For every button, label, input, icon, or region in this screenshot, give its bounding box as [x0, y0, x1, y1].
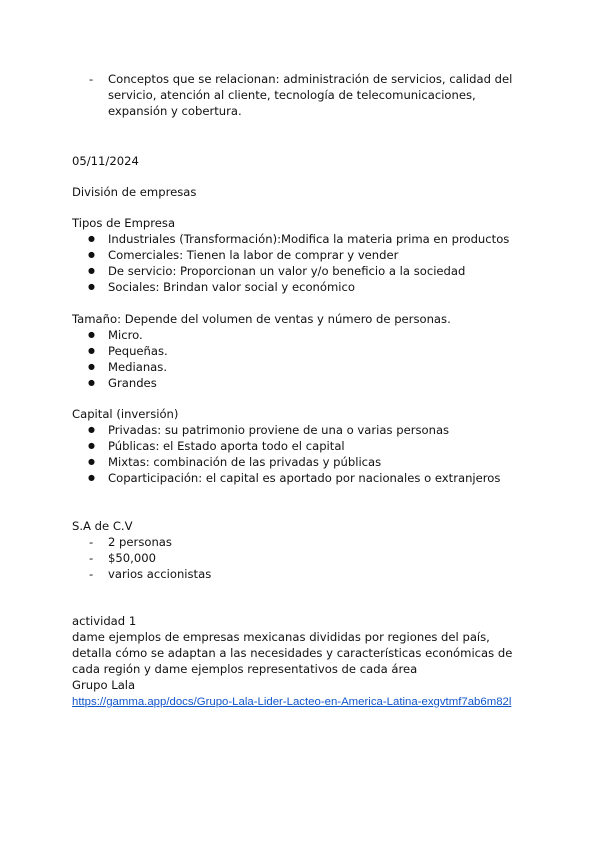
list-item: ● Pequeñas.	[72, 343, 532, 359]
list-item: - 2 personas	[72, 534, 532, 550]
tipos-heading: Tipos de Empresa	[72, 216, 176, 230]
list-item: ● Grandes	[72, 375, 532, 391]
company-name: Grupo Lala	[72, 678, 136, 692]
sa-list	[72, 534, 532, 582]
intro-list-item: - Conceptos que se relacionan: administración de servicios, calidad del servicio, atención al cliente, tecnología de telecomunicaciones, expansión y cobertura.	[72, 71, 532, 119]
list-item: - varios accionistas	[72, 566, 532, 582]
gamma-link[interactable]: https://gamma.app/docs/Grupo-Lala-Lider-Lacteo-en-America-Latina-exgvtmf7ab6m82l	[72, 696, 512, 708]
sa-heading: S.A de C.V	[72, 519, 133, 533]
list-item: ● Privadas: su patrimonio proviene de una o varias personas	[72, 422, 532, 438]
list-item: - $50,000	[72, 550, 532, 566]
tipos-list	[72, 231, 532, 295]
list-item: ● Industriales (Transformación):Modifica la materia prima en productos	[72, 231, 532, 247]
actividad-body: dame ejemplos de empresas mexicanas divididas por regiones del país, detalla cómo se adaptan a las necesidades y características económicas de cada región y dame ejemplos representativos de cada área	[72, 630, 513, 676]
date: 05/11/2024	[72, 154, 139, 168]
list-item: ● Públicas: el Estado aporta todo el capital	[72, 438, 532, 454]
intro-list	[72, 71, 532, 119]
actividad-title: actividad 1	[72, 614, 137, 628]
list-item: ● Micro.	[72, 327, 532, 343]
list-item: ● Sociales: Brindan valor social y económico	[72, 279, 532, 295]
capital-list	[72, 422, 532, 486]
list-item: ● Comerciales: Tienen la labor de comprar y vender	[72, 247, 532, 263]
tamano-heading: Tamaño: Depende del volumen de ventas y número de personas.	[72, 312, 451, 326]
division-title: División de empresas	[72, 185, 197, 199]
list-item: ● Mixtas: combinación de las privadas y públicas	[72, 454, 532, 470]
list-item: ● De servicio: Proporcionan un valor y/o beneficio a la sociedad	[72, 263, 532, 279]
capital-heading: Capital (inversión)	[72, 407, 179, 421]
list-item: ● Medianas.	[72, 359, 532, 375]
list-item: ● Coparticipación: el capital es aportado por nacionales o extranjeros	[72, 470, 532, 486]
tamano-list	[72, 327, 532, 391]
